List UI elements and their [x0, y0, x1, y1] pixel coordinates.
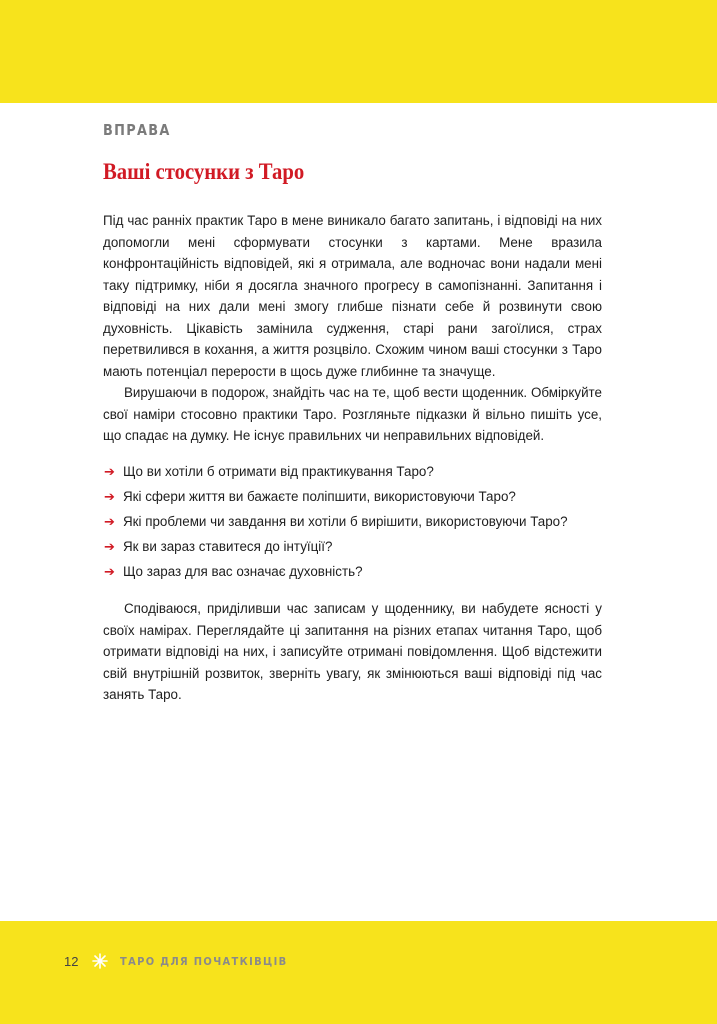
- question-text: Як ви зараз ставитеся до інтуїції?: [123, 538, 333, 554]
- question-list: [103, 461, 602, 583]
- paragraph-2: Вирушаючи в подорож, знайдіть час на те, щоб вести щоденник. Обміркуйте свої наміри стосовно практики Таро. Розгляньте підказки й вільно пишіть усе, що спадає на думку. Не існує правильних чи неправильних відповідей.: [103, 385, 602, 443]
- list-item: [103, 561, 602, 583]
- paragraph-3: Сподіваюся, приділивши час записам у щоденнику, ви набудете ясності у своїх намірах. Переглядайте ці запитання на різних етапах читання Таро, щоб отримати відповіді на них, і записуйте отримані повідомлення. Щоб відстежити свій внутрішній розвиток, зверніть увагу, як змінюються ваші відповіді під час занять Таро.: [103, 601, 602, 702]
- page-number: 12: [64, 953, 79, 969]
- body-text: [103, 210, 602, 706]
- question-text: Що ви хотіли б отримати від практикування Таро?: [123, 463, 434, 479]
- red-arrow-icon: ➔: [104, 463, 115, 479]
- running-title: ТАРО ДЛЯ ПОЧАТКІВЦІВ: [120, 954, 288, 968]
- page-content: [103, 118, 602, 706]
- bottom-yellow-band: [0, 921, 717, 1024]
- question-text: Які проблеми чи завдання ви хотіли б вирішити, використовуючи Таро?: [123, 513, 568, 529]
- star-icon: [92, 953, 108, 969]
- page-footer: [64, 951, 307, 971]
- list-item: [103, 486, 602, 508]
- section-kicker: ВПРАВА: [103, 121, 171, 139]
- page-title: Ваші стосунки з Таро: [103, 159, 305, 184]
- red-arrow-icon: ➔: [104, 513, 115, 529]
- question-text: Які сфери життя ви бажаєте поліпшити, використовуючи Таро?: [123, 488, 516, 504]
- list-item: [103, 511, 602, 533]
- red-arrow-icon: ➔: [104, 563, 115, 579]
- list-item: [103, 536, 602, 558]
- red-arrow-icon: ➔: [104, 538, 115, 554]
- red-arrow-icon: ➔: [104, 488, 115, 504]
- question-text: Що зараз для вас означає духовність?: [123, 563, 363, 579]
- paragraph-1: Під час ранніх практик Таро в мене виникало багато запитань, і відповіді на них допомогли мені сформувати стосунки з картами. Мене вразила конфронтаційність відповідей, які я отримала, але водночас вони надали мені таку підтримку, ніби я досягла значного прогресу в самопізнанні. Запитання і відповіді на них дали мені змогу глибше пізнати себе й розвинути свою духовність. Цікавість замінила судження, старі рани загоїлися, страх перетвилився в кохання, а життя розцвіло. Схожим чином ваші стосунки з Таро мають потенціал перерости в щось дуже глибинне та значуще.: [103, 213, 602, 379]
- top-yellow-band: [0, 0, 717, 103]
- list-item: [103, 461, 602, 483]
